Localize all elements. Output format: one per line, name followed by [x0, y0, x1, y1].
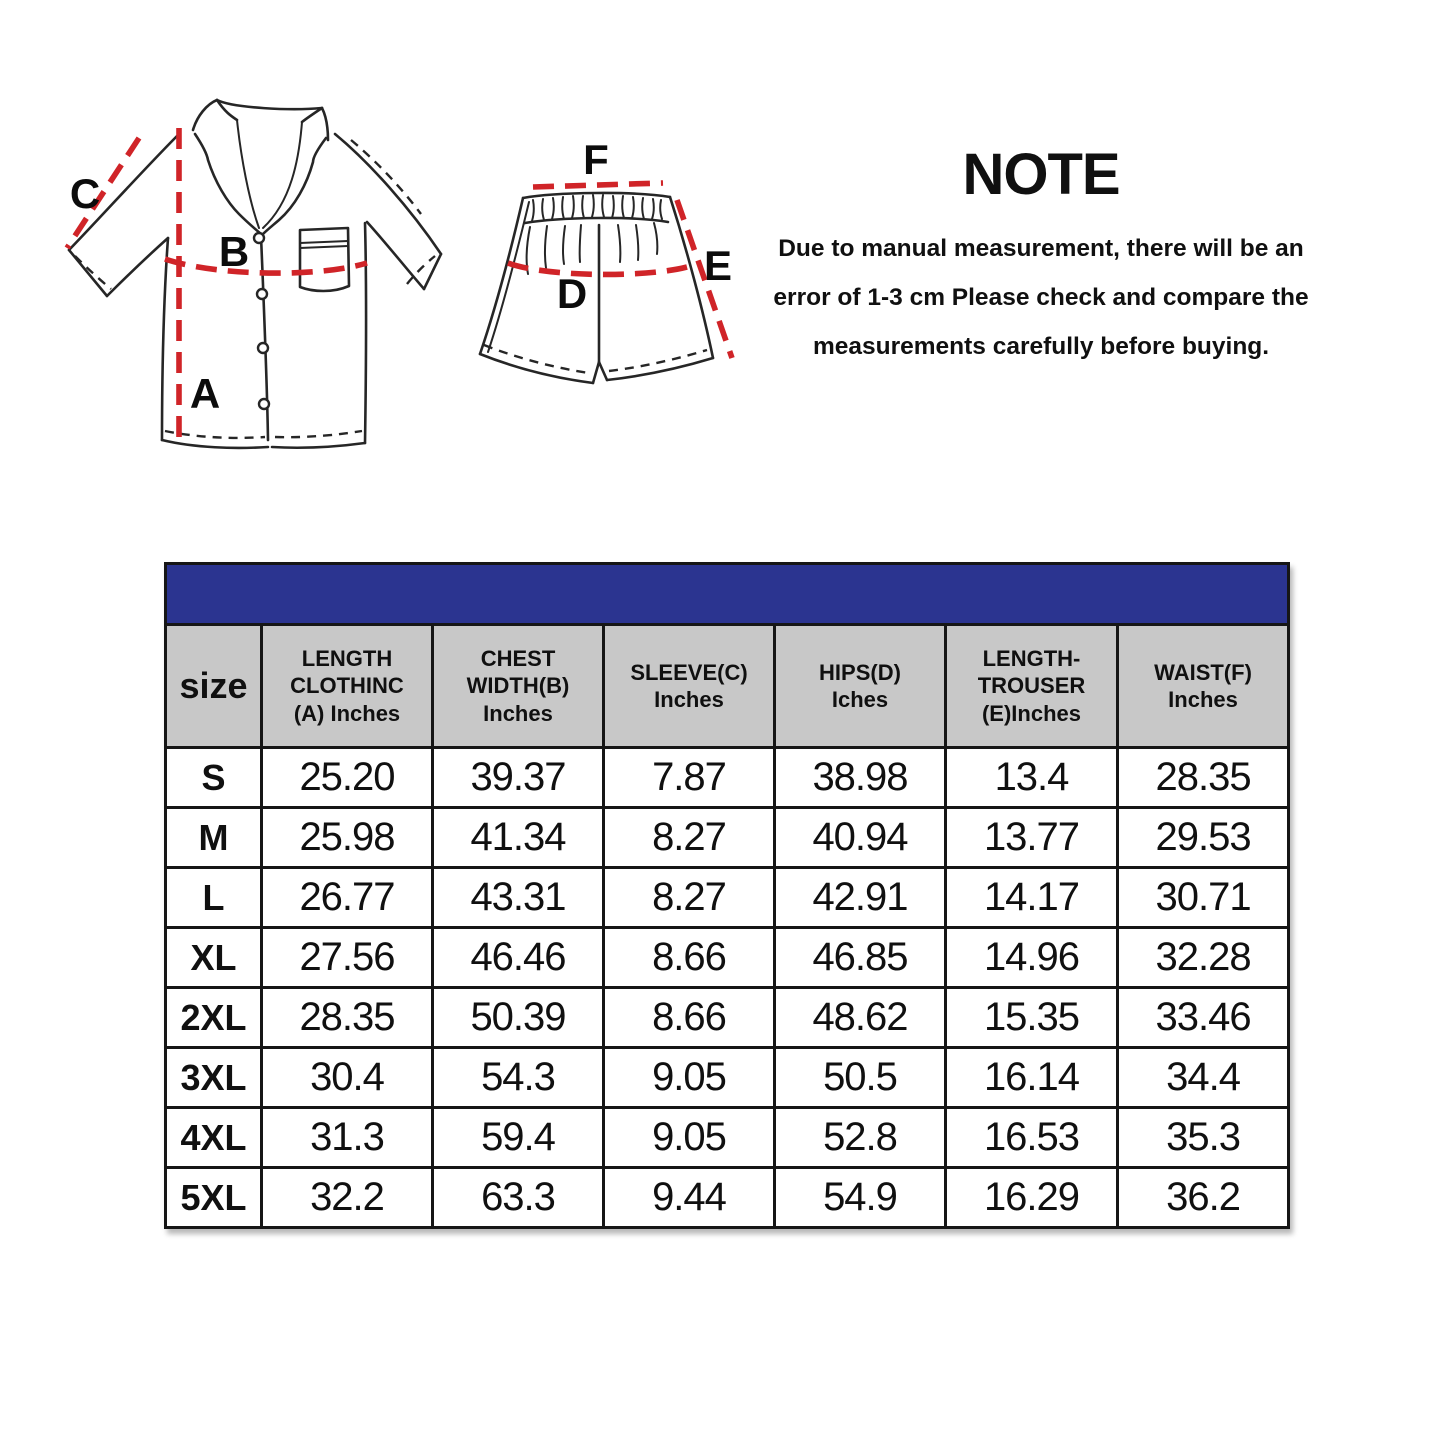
value-cell: 32.28	[1118, 928, 1289, 988]
shirt-button	[254, 233, 264, 243]
value-cell: 8.66	[604, 988, 775, 1048]
table-row-5XL	[166, 1168, 1289, 1228]
table-banner-row	[166, 564, 1289, 625]
note-body	[735, 224, 1347, 371]
column-header-3: SLEEVE(C) Inches	[604, 625, 775, 748]
value-cell: 16.53	[946, 1108, 1118, 1168]
value-cell: 39.37	[433, 748, 604, 808]
shorts-left-seam	[480, 198, 523, 354]
measure-line-f	[533, 183, 663, 187]
shirt-lapel-right	[263, 138, 326, 234]
size-cell: M	[166, 808, 262, 868]
value-cell: 35.3	[1118, 1108, 1289, 1168]
note-line: measurements carefully before buying.	[812, 333, 1270, 360]
shirt-left-sleeve-inner	[107, 238, 168, 296]
value-cell: 36.2	[1118, 1168, 1289, 1228]
table-row-L	[166, 868, 1289, 928]
value-cell: 54.9	[775, 1168, 946, 1228]
value-cell: 33.46	[1118, 988, 1289, 1048]
measure-line-b	[165, 259, 367, 273]
value-cell: 59.4	[433, 1108, 604, 1168]
value-cell: 41.34	[433, 808, 604, 868]
shorts-waist-top	[523, 193, 670, 198]
value-cell: 26.77	[262, 868, 433, 928]
shorts-left-seam-inner	[488, 202, 529, 352]
value-cell: 46.46	[433, 928, 604, 988]
measure-label-f: F	[583, 136, 609, 183]
size-cell: S	[166, 748, 262, 808]
shorts-fabric-gathers	[527, 223, 658, 274]
table-header-row	[166, 625, 1289, 748]
shirt-right-cuff-hem-dashes	[407, 256, 435, 284]
table-row-4XL	[166, 1108, 1289, 1168]
shirt-right-sleeve-inner	[367, 222, 424, 289]
shorts-right-hem-dashes	[609, 350, 707, 371]
note-line: Due to manual measurement, there will be an	[778, 235, 1304, 262]
shirt-button	[258, 343, 268, 353]
value-cell: 31.3	[262, 1108, 433, 1168]
shirt-left-side-seam	[162, 238, 168, 440]
measure-label-e: E	[703, 242, 733, 289]
value-cell: 9.44	[604, 1168, 775, 1228]
value-cell: 29.53	[1118, 808, 1289, 868]
value-cell: 43.31	[433, 868, 604, 928]
shirt-pocket-band	[300, 241, 348, 248]
value-cell: 52.8	[775, 1108, 946, 1168]
measure-label-a: A	[189, 370, 221, 417]
size-cell: 2XL	[166, 988, 262, 1048]
column-header-5: LENGTH- TROUSER (E)Inches	[946, 625, 1118, 748]
table-row-M	[166, 808, 1289, 868]
size-column-header: size	[166, 625, 262, 748]
value-cell: 32.2	[262, 1168, 433, 1228]
size-cell: 3XL	[166, 1048, 262, 1108]
shirt-pocket	[300, 228, 349, 291]
size-table-body	[166, 564, 1289, 1228]
value-cell: 28.35	[262, 988, 433, 1048]
measure-label-c: C	[69, 170, 101, 217]
value-cell: 48.62	[775, 988, 946, 1048]
shirt-right-sleeve-outer	[335, 134, 441, 254]
shirt-measure-lines	[67, 128, 367, 444]
column-header-6: WAIST(F) Inches	[1118, 625, 1289, 748]
note-section	[735, 142, 1347, 371]
column-header-1: LENGTH CLOTHINC (A) Inches	[262, 625, 433, 748]
shirt-lapel-left	[195, 134, 261, 234]
shirt-right-shoulder-seam-dashes	[351, 140, 421, 214]
shorts-outline	[480, 193, 713, 383]
value-cell: 30.4	[262, 1048, 433, 1108]
value-cell: 28.35	[1118, 748, 1289, 808]
value-cell: 8.27	[604, 808, 775, 868]
value-cell: 8.27	[604, 868, 775, 928]
shirt-button	[259, 399, 269, 409]
measure-line-d	[508, 263, 687, 274]
value-cell: 50.39	[433, 988, 604, 1048]
shirt-diagram	[55, 78, 465, 458]
table-row-2XL	[166, 988, 1289, 1048]
size-cell: 4XL	[166, 1108, 262, 1168]
measure-label-b: B	[218, 228, 250, 275]
shorts-waist-bottom	[525, 218, 668, 223]
column-header-4: HIPS(D) Iches	[775, 625, 946, 748]
shirt-button	[257, 289, 267, 299]
note-title: NOTE	[962, 142, 1120, 207]
shirt-hem-dashes	[165, 431, 362, 438]
value-cell: 42.91	[775, 868, 946, 928]
value-cell: 14.17	[946, 868, 1118, 928]
value-cell: 7.87	[604, 748, 775, 808]
value-cell: 34.4	[1118, 1048, 1289, 1108]
value-cell: 25.20	[262, 748, 433, 808]
size-cell: L	[166, 868, 262, 928]
value-cell: 9.05	[604, 1048, 775, 1108]
value-cell: 50.5	[775, 1048, 946, 1108]
measure-label-d: D	[556, 270, 588, 317]
value-cell: 38.98	[775, 748, 946, 808]
column-header-2: CHEST WIDTH(B) Inches	[433, 625, 604, 748]
value-cell: 14.96	[946, 928, 1118, 988]
shorts-left-hem	[480, 354, 593, 383]
table-banner-bar	[166, 564, 1289, 625]
value-cell: 9.05	[604, 1108, 775, 1168]
value-cell: 13.77	[946, 808, 1118, 868]
shirt-hem	[162, 440, 365, 448]
size-cell: XL	[166, 928, 262, 988]
table-row-3XL	[166, 1048, 1289, 1108]
shirt-left-cuff-hem-dashes	[75, 256, 111, 289]
shirt-neckline-left	[237, 120, 259, 228]
value-cell: 16.14	[946, 1048, 1118, 1108]
shirt-collar-right-outer	[322, 108, 328, 140]
value-cell: 40.94	[775, 808, 946, 868]
value-cell: 27.56	[262, 928, 433, 988]
value-cell: 25.98	[262, 808, 433, 868]
table-row-S	[166, 748, 1289, 808]
shirt-collar-left-outer	[193, 100, 217, 130]
shirt-right-side-seam	[365, 223, 366, 443]
value-cell: 63.3	[433, 1168, 604, 1228]
shirt-outline	[69, 100, 441, 448]
shirt-neckline-right	[263, 122, 302, 228]
size-cell: 5XL	[166, 1168, 262, 1228]
shorts-diagram	[455, 130, 755, 400]
value-cell: 30.71	[1118, 868, 1289, 928]
value-cell: 46.85	[775, 928, 946, 988]
table-row-XL	[166, 928, 1289, 988]
shirt-collar-top	[217, 100, 322, 109]
size-table	[164, 562, 1290, 1229]
value-cell: 54.3	[433, 1048, 604, 1108]
shorts-left-hem-dashes	[484, 345, 589, 373]
note-line: error of 1-3 cm Please check and compare the	[773, 284, 1309, 311]
value-cell: 13.4	[946, 748, 1118, 808]
value-cell: 15.35	[946, 988, 1118, 1048]
value-cell: 8.66	[604, 928, 775, 988]
value-cell: 16.29	[946, 1168, 1118, 1228]
shorts-leg-split	[593, 362, 607, 383]
